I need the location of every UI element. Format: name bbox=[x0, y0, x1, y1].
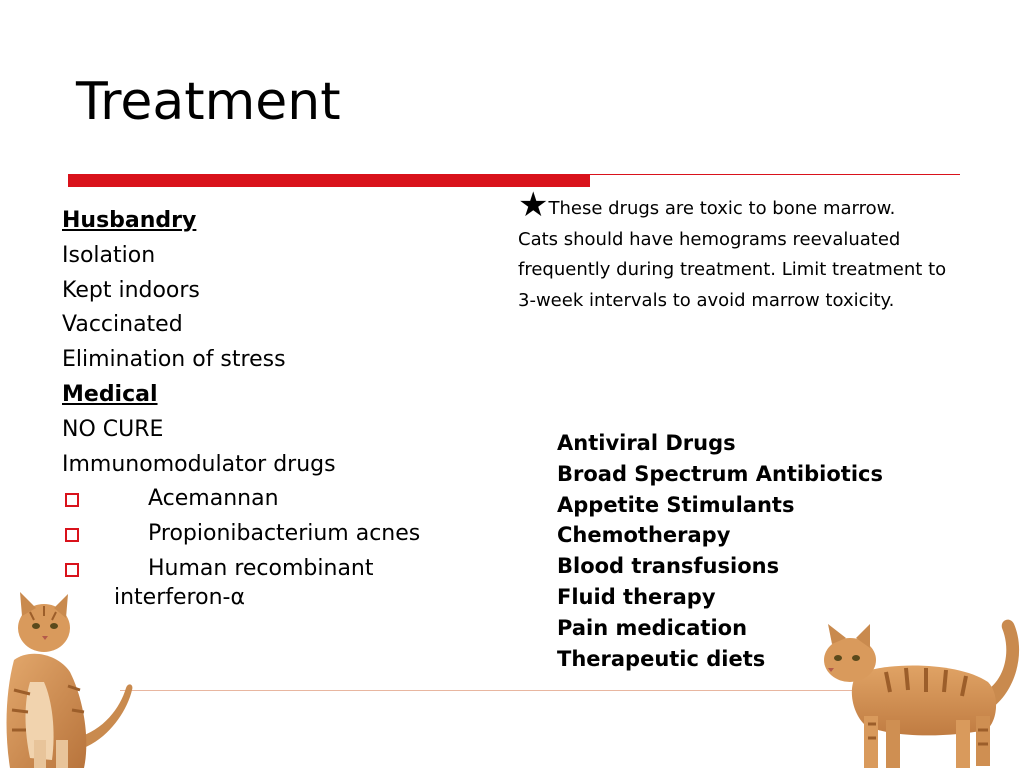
list-item: NO CURE bbox=[62, 416, 164, 442]
treatment-list bbox=[62, 204, 492, 609]
sub-list-item-label: Human recombinant bbox=[148, 555, 374, 581]
note-body: Cats should have hemograms reevaluated frequently during treatment. Limit treatment to 3-week intervals to avoid marrow toxicity. bbox=[518, 228, 947, 311]
drug-item: Appetite Stimulants bbox=[557, 492, 795, 517]
sub-list-item-continuation: interferon-α bbox=[114, 584, 245, 610]
standing-cat-image bbox=[816, 612, 1024, 768]
medical-heading: Medical bbox=[62, 381, 158, 407]
hollow-square-bullet-icon bbox=[65, 493, 79, 507]
sub-list-item bbox=[62, 552, 492, 587]
list-item: Elimination of stress bbox=[62, 347, 286, 373]
drug-item: Antiviral Drugs bbox=[557, 431, 736, 455]
drug-item: Pain medication bbox=[557, 615, 748, 640]
sub-list-item bbox=[62, 517, 492, 552]
sitting-cat-image bbox=[0, 590, 140, 768]
hollow-square-bullet-icon bbox=[65, 528, 79, 542]
star-icon: ★ bbox=[518, 185, 549, 225]
sub-list-item-label: Propionibacterium acnes bbox=[148, 521, 421, 547]
drug-item: Therapeutic diets bbox=[557, 646, 766, 671]
note-first-line: These drugs are toxic to bone marrow. bbox=[548, 198, 896, 219]
hollow-square-bullet-icon bbox=[65, 563, 79, 577]
list-item: Vaccinated bbox=[62, 312, 183, 338]
list-item: Immunomodulator drugs bbox=[62, 451, 336, 477]
list-item: Isolation bbox=[62, 242, 156, 268]
drug-item: Blood transfusions bbox=[557, 554, 780, 579]
list-item: Kept indoors bbox=[62, 277, 200, 303]
toxicity-note bbox=[518, 185, 968, 316]
drug-item: Fluid therapy bbox=[557, 584, 716, 609]
sub-list-item-label: Acemannan bbox=[148, 486, 279, 512]
slide-title: Treatment bbox=[76, 72, 341, 132]
title-underline-thin bbox=[590, 174, 960, 175]
sub-list-item bbox=[62, 482, 492, 517]
title-underline-thick bbox=[68, 174, 590, 187]
drug-item: Broad Spectrum Antibiotics bbox=[557, 461, 883, 486]
husbandry-heading: Husbandry bbox=[62, 208, 197, 233]
drug-item: Chemotherapy bbox=[557, 523, 731, 548]
